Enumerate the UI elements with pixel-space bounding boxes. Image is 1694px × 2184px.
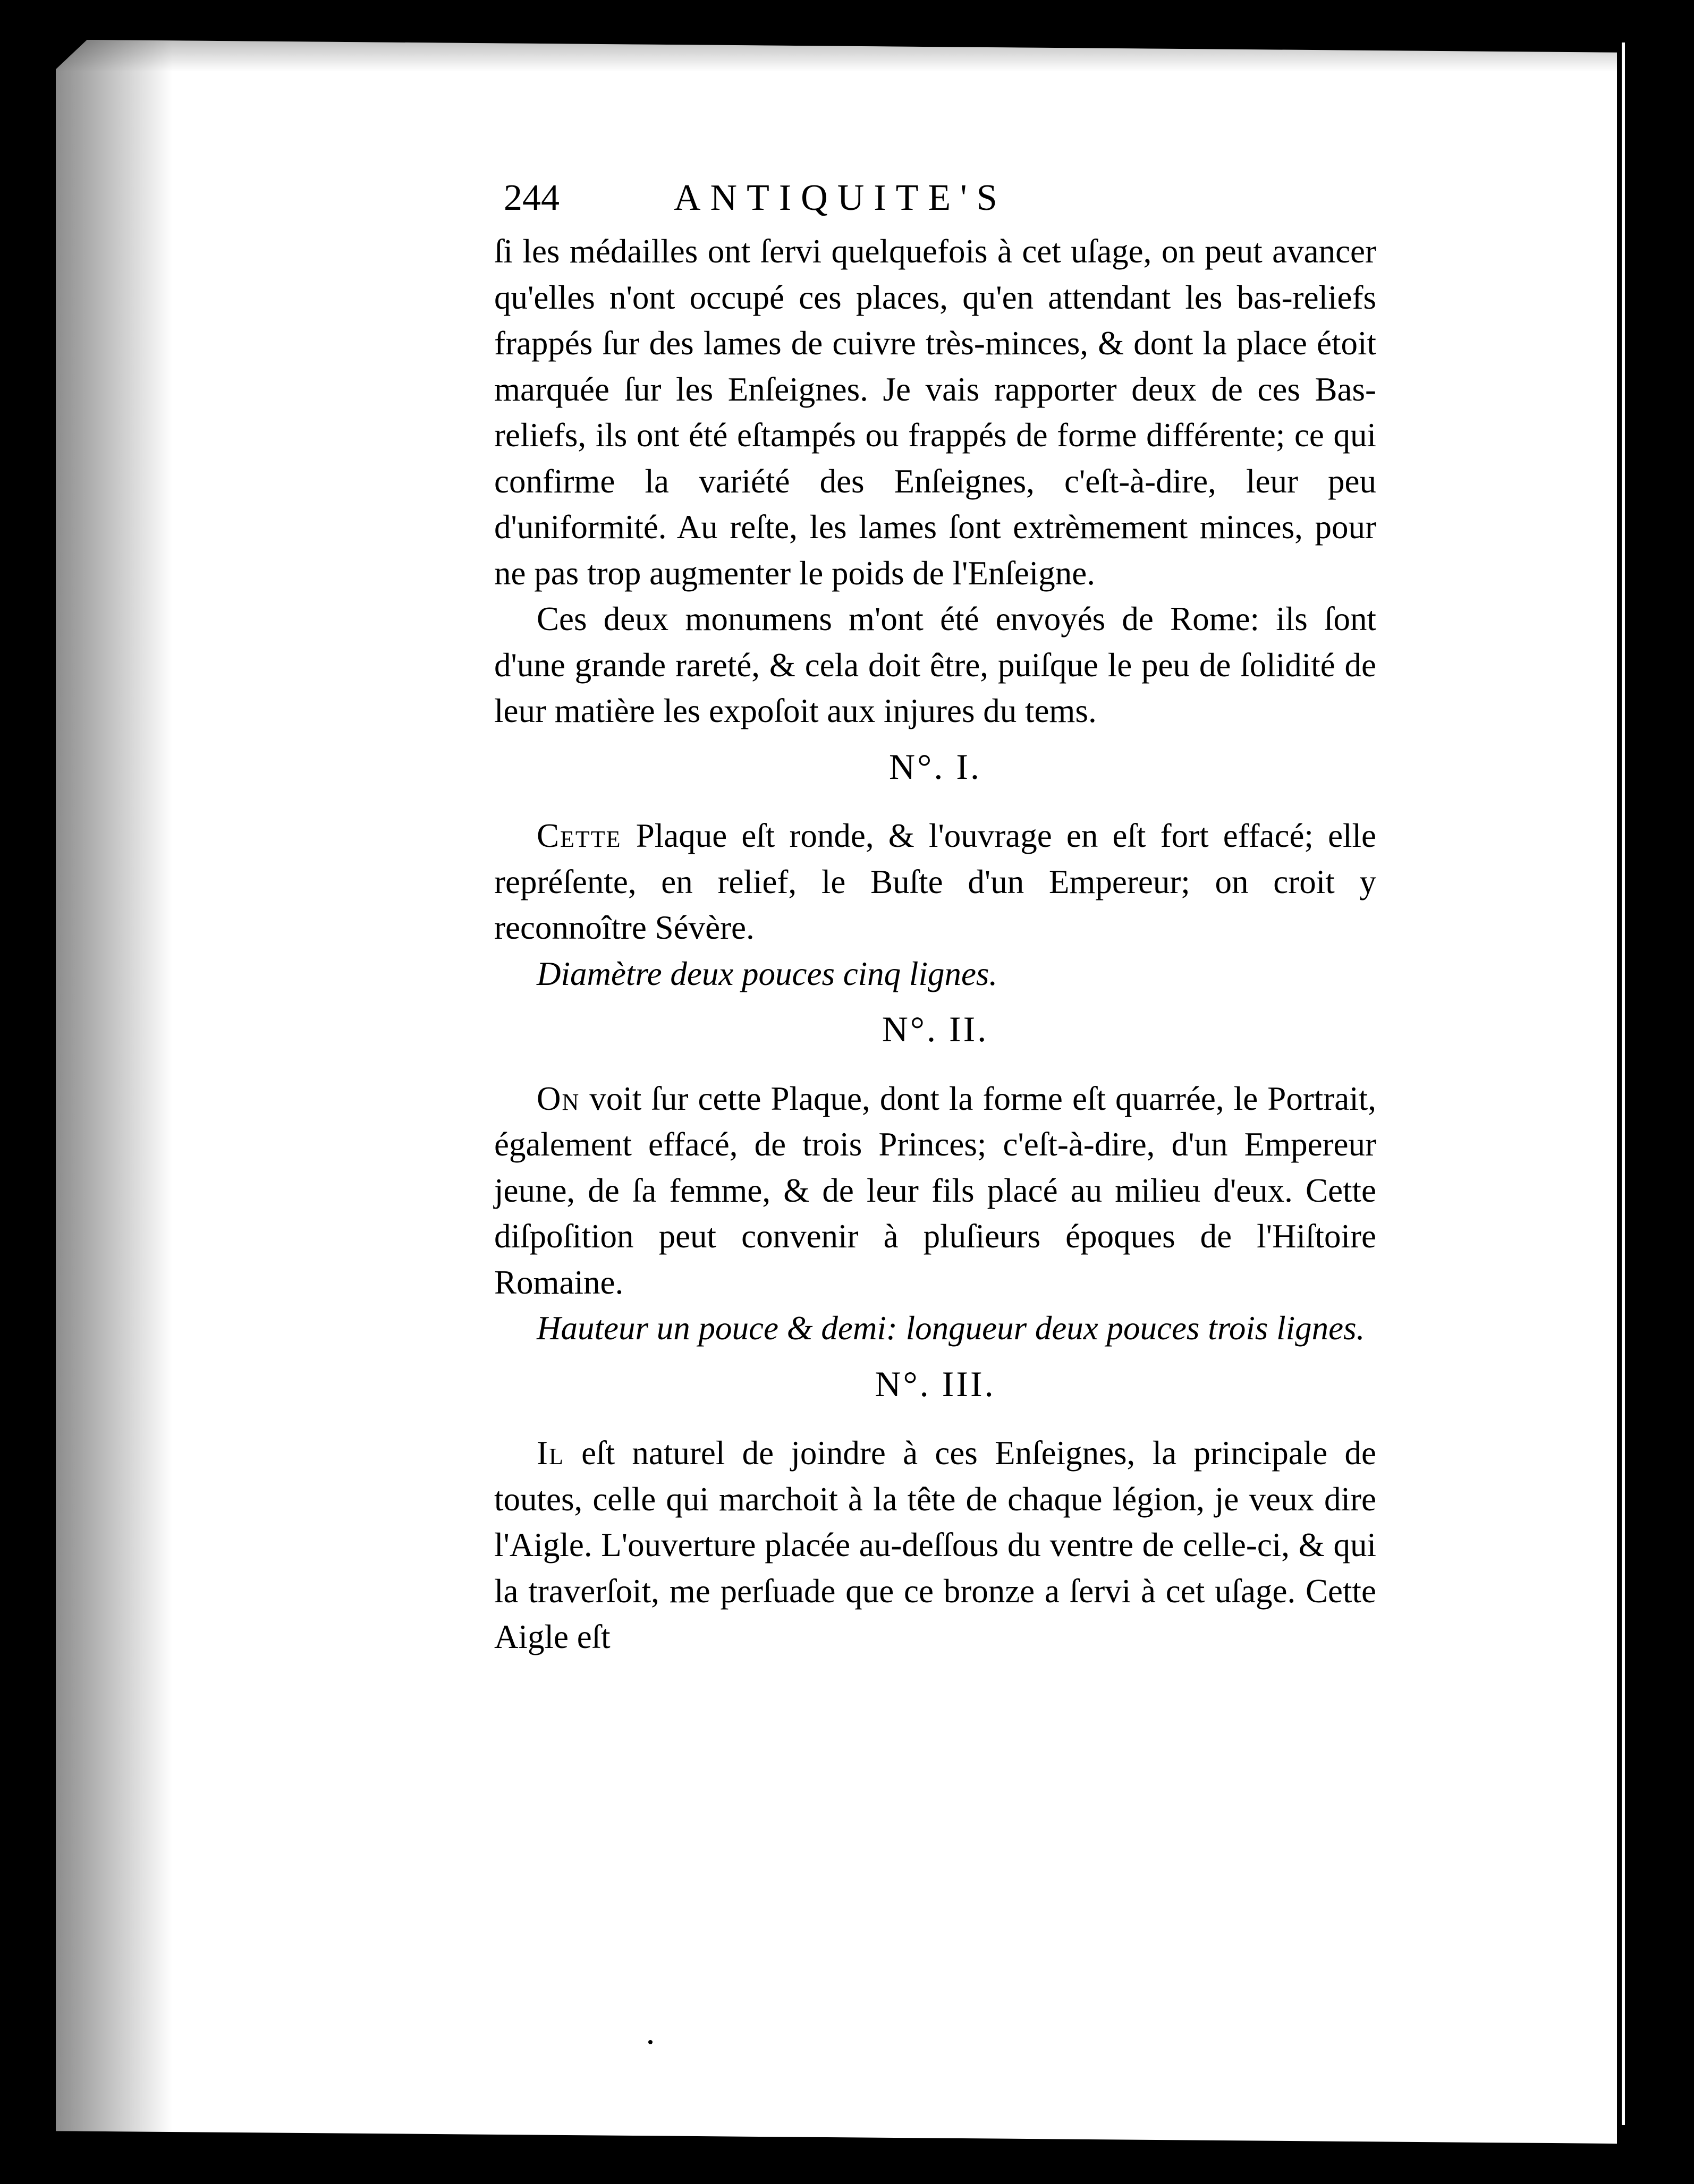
scan-border-right	[1644, 0, 1694, 2184]
page-header	[504, 175, 1376, 228]
page-edge-line	[1622, 43, 1625, 2125]
section-1-text	[494, 813, 1376, 951]
section-2-measure: Hauteur un pouce & demi: longueur deux pouces trois lignes.	[537, 1310, 1365, 1347]
section-3-text	[494, 1430, 1376, 1660]
page-number: 244	[504, 177, 560, 218]
section-heading-3: N°. III.	[875, 1363, 996, 1404]
section-1-lead: Cette	[537, 817, 622, 854]
section-3-lead: Il	[537, 1434, 564, 1472]
paragraph-rome: Ces deux monumens m'ont été envoyés de Rome: ils ſont d'une grande rareté, & cela doit être, puiſque le peu de ſolidité de leur matière les expoſoit aux injures du tems.	[494, 600, 1376, 729]
page-text	[494, 175, 1376, 1660]
section-1-body: Plaque eſt ronde, & l'ouvrage en eſt fort effacé; elle repréſente, en relief, le Buſte d'un Empereur; on croit y reconnoître Sévère.	[494, 817, 1376, 946]
section-heading-1: N°. I.	[889, 746, 981, 787]
gutter-shadow	[56, 40, 173, 2144]
section-heading-2: N°. II.	[882, 1009, 989, 1049]
section-2-text	[494, 1076, 1376, 1306]
running-head: ANTIQUITE'S	[674, 177, 1007, 218]
ink-speck	[648, 2040, 653, 2044]
section-2-lead: On	[537, 1080, 580, 1117]
section-1-measure: Diamètre deux pouces cinq lignes.	[537, 955, 998, 992]
paragraph-continued: ſi les médailles ont ſervi quelquefois à cet uſage, on peut avancer qu'elles n'ont occupé ces places, qu'en attendant les bas-reliefs frappés ſur des lames de cuivre très-minces, & dont la place étoit marquée ſur les Enſeignes. Je vais rapporter deux de ces Bas-reliefs, ils ont été eſtampés ou frappés de forme différente; ce qui confirme la variété des Enſeignes, c'eſt-à-dire, leur peu d'uniformité. Au reſte, les lames ſont extrèmement minces, pour ne pas trop augmenter le poids de l'Enſeigne.	[494, 233, 1376, 592]
section-2-body: voit ſur cette Plaque, dont la forme eſt quarrée, le Portrait, également effacé, de trois Princes; c'eſt-à-dire, d'un Empereur jeune, de ſa femme, & de leur fils placé au milieu d'eux. Cette diſpoſition peut convenir à pluſieurs époques de l'Hiſtoire Romaine.	[494, 1080, 1376, 1301]
section-3-body: eſt naturel de joindre à ces Enſeignes, la principale de toutes, celle qui marchoit à la tête de chaque légion, je veux dire l'Aigle. L'ouverture placée au-deſſous du ventre de celle-ci, & qui la traverſoit, me perſuade que ce bronze a ſervi à cet uſage. Cette Aigle eſt	[494, 1434, 1376, 1655]
